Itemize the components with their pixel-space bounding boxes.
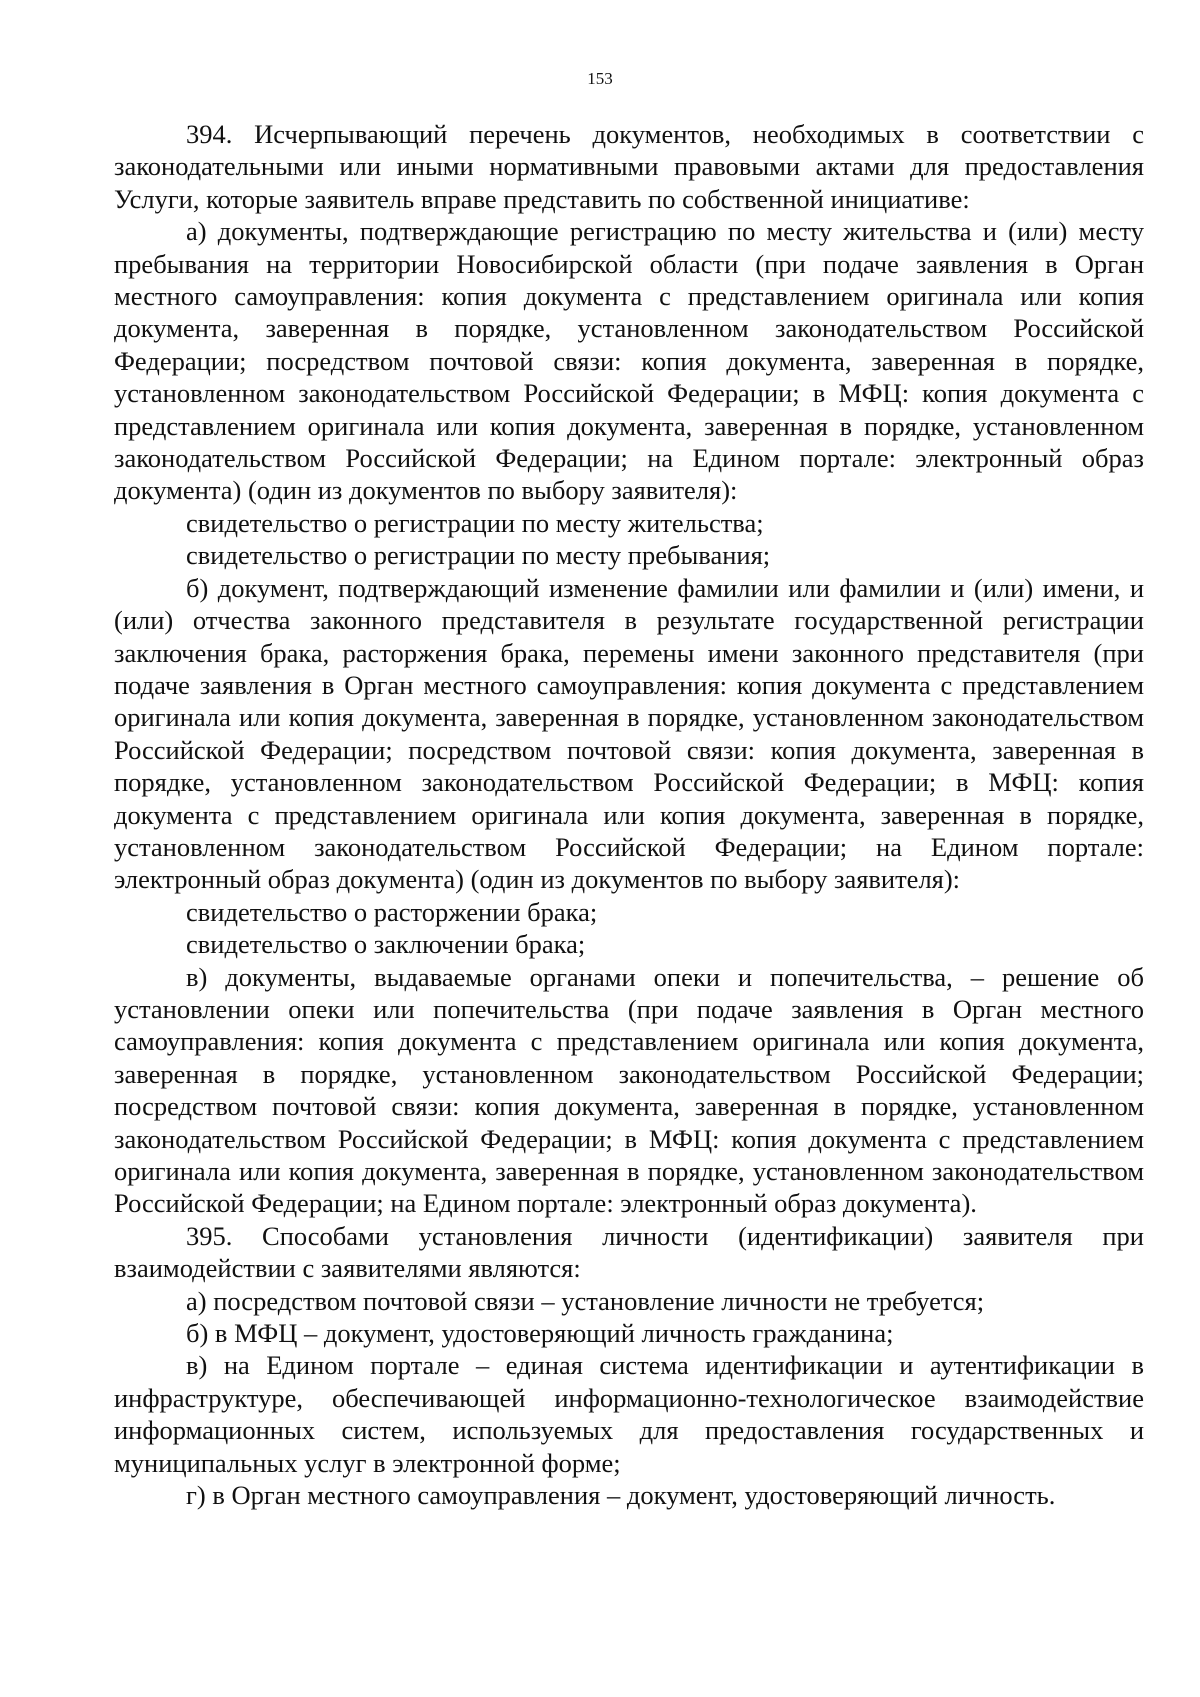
paragraph-395-intro: 395. Способами установления личности (идентификации) заявителя при взаимодействии с заявителями являются: bbox=[114, 1220, 1144, 1284]
paragraph-395-a: а) посредством почтовой связи – установление личности не требуется; bbox=[186, 1285, 985, 1316]
paragraph-395-v: в) на Едином портале – единая система идентификации и аутентификации в инфраструктуре, обеспечивающей информационно-технологическое взаимодействие информационных систем, используемых для предоставления государственных и муниципальных услуг в электронной форме; bbox=[114, 1350, 1144, 1478]
page-number: 153 bbox=[587, 69, 613, 88]
list-item-residence-certificate: свидетельство о регистрации по месту жительства; bbox=[186, 507, 764, 538]
list-item-divorce-certificate: свидетельство о расторжении брака; bbox=[186, 896, 598, 927]
document-body bbox=[114, 118, 1144, 1511]
list-item-stay-certificate: свидетельство о регистрации по месту пребывания; bbox=[186, 540, 771, 571]
paragraph-395-g: г) в Орган местного самоуправления – документ, удостоверяющий личность. bbox=[186, 1480, 1056, 1511]
paragraph-394-a: а) документы, подтверждающие регистрацию по месту жительства и (или) месту пребывания на территории Новосибирской области (при подаче заявления в Орган местного самоуправления: копия документа с представлением оригинала или копия документа, заверенная в порядке, установленном законодательством Российской Федерации; посредством почтовой связи: копия документа, заверенная в порядке, установленном законодательством Российской Федерации; в МФЦ: копия документа с представлением оригинала или копия документа, заверенная в порядке, установленном законодательством Российской Федерации; на Едином портале: электронный образ документа) (один из документов по выбору заявителя): bbox=[114, 216, 1144, 506]
paragraph-394-intro: 394. Исчерпывающий перечень документов, необходимых в соответствии с законодательными или иными нормативными правовыми актами для предоставления Услуги, которые заявитель вправе представить по собственной инициативе: bbox=[114, 119, 1144, 214]
paragraph-395-b: б) в МФЦ – документ, удостоверяющий личность гражданина; bbox=[186, 1318, 894, 1349]
list-item-marriage-certificate: свидетельство о заключении брака; bbox=[186, 929, 586, 960]
paragraph-394-b: б) документ, подтверждающий изменение фамилии или фамилии и (или) имени, и (или) отчества законного представителя в результате государственной регистрации заключения брака, расторжения брака, перемены имени законного представителя (при подаче заявления в Орган местного самоуправления: копия документа с представлением оригинала или копия документа, заверенная в порядке, установленном законодательством Российской Федерации; посредством почтовой связи: копия документа, заверенная в порядке, установленном законодательством Российской Федерации; в МФЦ: копия документа с представлением оригинала или копия документа, заверенная в порядке, установленном законодательством Российской Федерации; на Едином портале: электронный образ документа) (один из документов по выбору заявителя): bbox=[114, 572, 1144, 895]
paragraph-394-v: в) документы, выдаваемые органами опеки и попечительства, – решение об установлении опеки или попечительства (при подаче заявления в Орган местного самоуправления: копия документа с представлением оригинала или копия документа, заверенная в порядке, установленном законодательством Российской Федерации; посредством почтовой связи: копия документа, заверенная в порядке, установленном законодательством Российской Федерации; в МФЦ: копия документа с представлением оригинала или копия документа, заверенная в порядке, установленном законодательством Российской Федерации; на Едином портале: электронный образ документа). bbox=[114, 961, 1144, 1219]
